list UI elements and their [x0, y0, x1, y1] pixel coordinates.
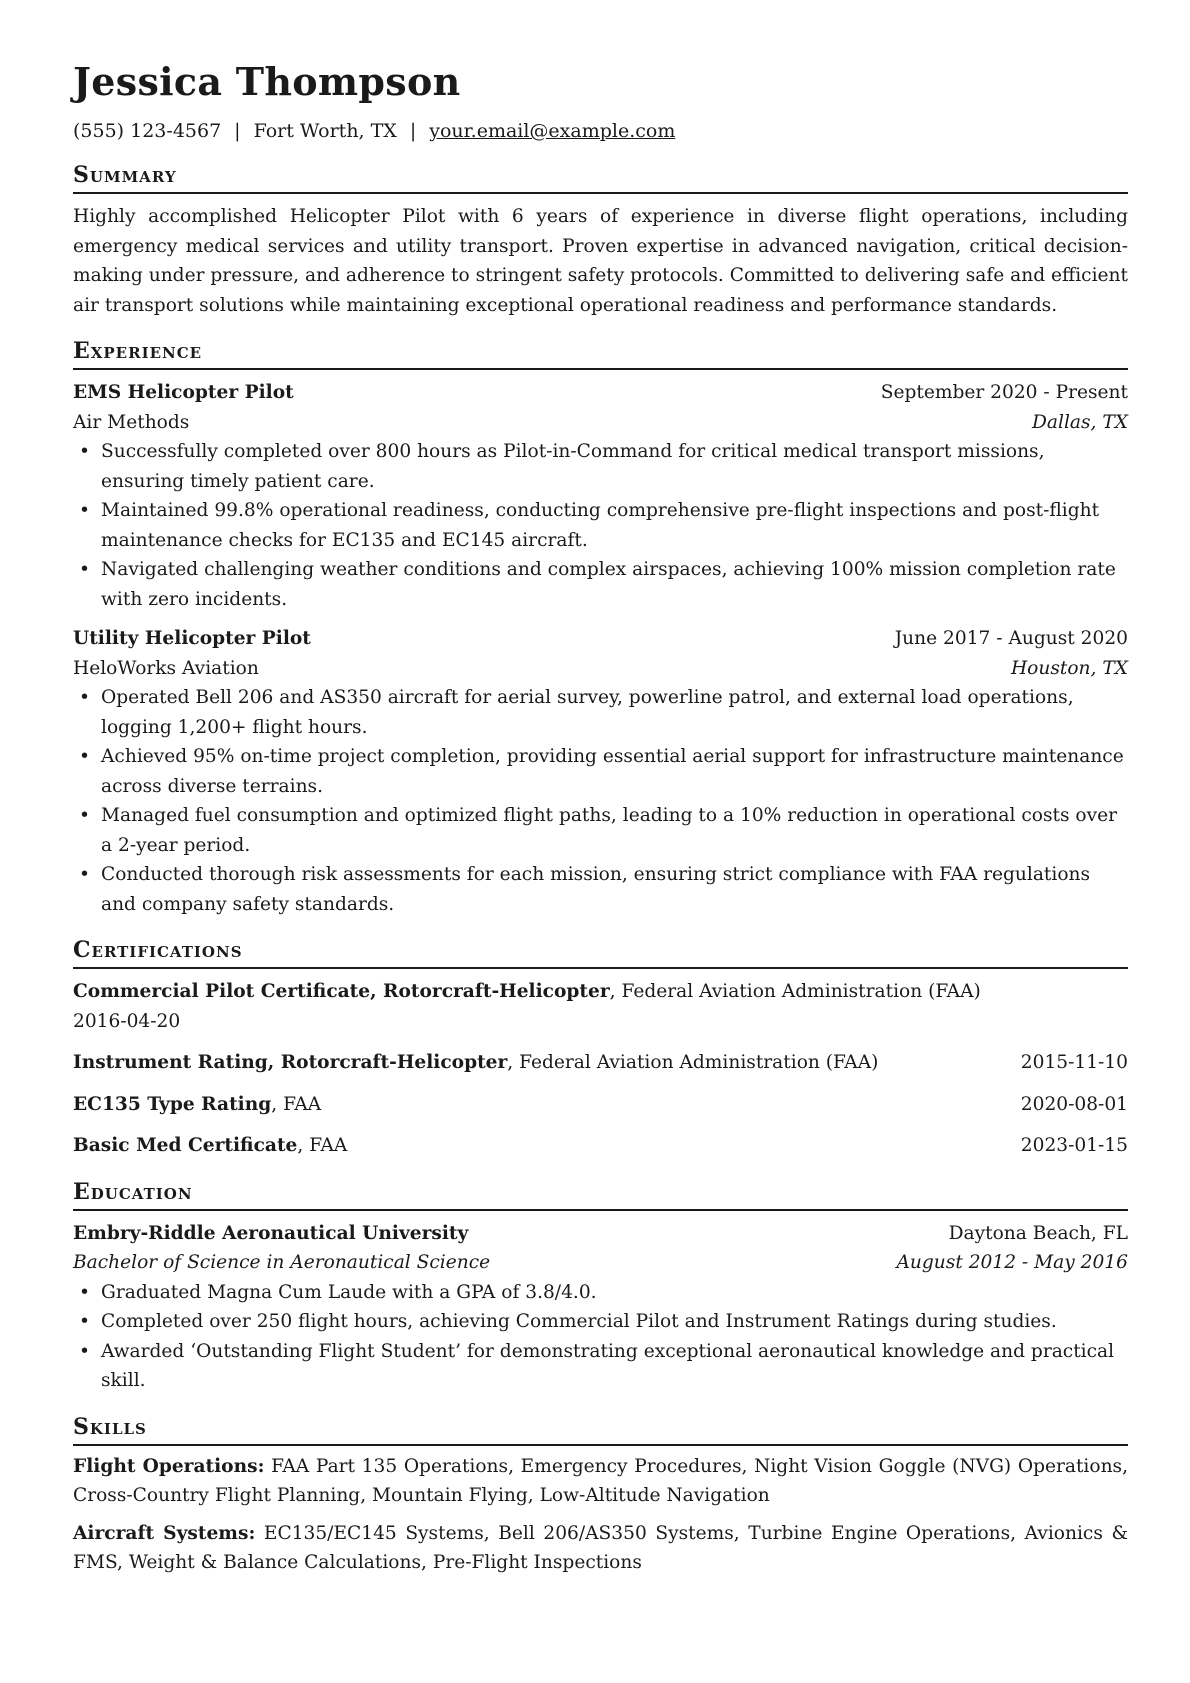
location: Fort Worth, TX	[253, 120, 397, 142]
education-heading: Education	[73, 1179, 1128, 1211]
job-role: EMS Helicopter Pilot	[73, 382, 294, 403]
certification-issuer: , FAA	[271, 1093, 322, 1115]
job-bullet: • Conducted thorough risk assessments for each mission, ensuring strict compliance with FAA regulations and company safety standards.	[73, 860, 1128, 919]
education-bullet: • Completed over 250 flight hours, achieving Commercial Pilot and Instrument Ratings during studies.	[73, 1307, 1128, 1337]
education-bullet: • Awarded ‘Outstanding Flight Student’ for demonstrating exceptional aeronautical knowledge and practical skill.	[73, 1337, 1128, 1396]
job-company: Air Methods	[73, 411, 190, 433]
certification-entry	[73, 1131, 1128, 1161]
certification-name: EC135 Type Rating	[73, 1093, 272, 1115]
job-company: HeloWorks Aviation	[73, 657, 259, 679]
job-subheader	[73, 654, 1128, 684]
certification-entry	[73, 1090, 1128, 1120]
certification-line	[73, 977, 1128, 1007]
skills-heading: Skills	[73, 1414, 1128, 1446]
school-name: Embry-Riddle Aeronautical University	[73, 1222, 469, 1244]
education-subheader	[73, 1248, 1128, 1278]
candidate-name: Jessica Thompson	[73, 59, 461, 104]
job-header	[73, 624, 1128, 654]
certification-name: Basic Med Certificate	[73, 1135, 298, 1156]
job-bullet: • Operated Bell 206 and AS350 aircraft for aerial survey, powerline patrol, and external load operations, logging 1,200+ flight hours.	[73, 683, 1128, 742]
education-dates: August 2012 - May 2016	[896, 1252, 1128, 1273]
contact-line	[73, 118, 1128, 144]
skill-group-label: Aircraft Systems:	[73, 1522, 256, 1544]
certification-entry	[73, 1048, 1128, 1078]
skill-group-text: FAA Part 135 Operations, Emergency Procedures, Night Vision Goggle (NVG) Operations, Cross-Country Flight Planning, Mountain Flying, Low-Altitude Navigation	[73, 1455, 1129, 1506]
job-bullets	[73, 683, 1128, 919]
skill-group	[73, 1519, 1128, 1578]
certification-date: 2015-11-10	[1020, 1052, 1128, 1073]
job-header	[73, 378, 1128, 408]
email-link[interactable]: your.email@example.com	[429, 120, 676, 142]
job-entry	[73, 378, 1128, 614]
summary-text: Highly accomplished Helicopter Pilot with 6 years of experience in diverse flight operations, including emergency medical services and utility transport. Proven expertise in advanced navigation, critical decision-making under pressure, and adherence to stringent safety protocols. Committed to delivering safe and efficient air transport solutions while maintaining exceptional operational readiness and performance standards.	[73, 206, 1128, 316]
education-bullet: • Graduated Magna Cum Laude with a GPA of 3.8/4.0.	[73, 1278, 1128, 1308]
phone-number: (555) 123-4567	[73, 120, 222, 142]
job-bullets	[73, 437, 1128, 614]
job-bullet: • Successfully completed over 800 hours as Pilot-in-Command for critical medical transport missions, ensuring timely patient care.	[73, 437, 1128, 496]
skill-group-text: EC135/EC145 Systems, Bell 206/AS350 Systems, Turbine Engine Operations, Avionics & FMS, Weight & Balance Calculations, Pre-Flight Inspections	[73, 1522, 1128, 1573]
contact-separator: |	[234, 120, 241, 142]
job-location: Houston, TX	[1010, 657, 1128, 679]
certification-line	[73, 1048, 878, 1078]
job-location: Dallas, TX	[1032, 411, 1128, 433]
job-subheader	[73, 408, 1128, 438]
certification-date: 2020-08-01	[1020, 1093, 1128, 1115]
certifications-heading: Certifications	[73, 937, 1128, 969]
education-header	[73, 1219, 1128, 1249]
skill-group-label: Flight Operations:	[73, 1455, 265, 1477]
certification-line	[73, 1090, 321, 1120]
education-entry	[73, 1219, 1128, 1396]
job-bullet: • Navigated challenging weather conditions and complex airspaces, achieving 100% mission completion rate with zero incidents.	[73, 555, 1128, 614]
experience-heading: Experience	[73, 338, 1128, 370]
job-dates: June 2017 - August 2020	[894, 628, 1128, 649]
certification-issuer: , Federal Aviation Administration (FAA)	[507, 1052, 879, 1073]
degree: Bachelor of Science in Aeronautical Science	[73, 1252, 491, 1273]
resume-page	[73, 60, 1128, 1578]
job-bullet: • Achieved 95% on-time project completion, providing essential aerial support for infrastructure maintenance across diverse terrains.	[73, 742, 1128, 801]
certification-date: 2016-04-20	[73, 1010, 181, 1032]
contact-separator: |	[409, 120, 417, 142]
summary-heading: Summary	[73, 162, 1128, 194]
job-role: Utility Helicopter Pilot	[73, 628, 311, 649]
certification-line	[73, 1131, 347, 1161]
certification-name: Commercial Pilot Certificate, Rotorcraft-Helicopter	[73, 981, 610, 1002]
skill-group	[73, 1452, 1128, 1511]
certification-issuer: , FAA	[297, 1135, 348, 1156]
certification-entry	[73, 977, 1128, 1036]
job-dates: September 2020 - Present	[880, 382, 1128, 403]
job-entry	[73, 624, 1128, 919]
certification-issuer: , Federal Aviation Administration (FAA)	[609, 981, 981, 1002]
school-location: Daytona Beach, FL	[948, 1222, 1128, 1244]
certification-date: 2023-01-15	[1020, 1135, 1128, 1156]
job-bullet: • Maintained 99.8% operational readiness, conducting comprehensive pre-flight inspections and post-flight maintenance checks for EC135 and EC145 aircraft.	[73, 496, 1128, 555]
certification-name: Instrument Rating, Rotorcraft-Helicopter	[73, 1052, 508, 1073]
job-bullet: • Managed fuel consumption and optimized flight paths, leading to a 10% reduction in operational costs over a 2-year period.	[73, 801, 1128, 860]
education-bullets	[73, 1278, 1128, 1396]
